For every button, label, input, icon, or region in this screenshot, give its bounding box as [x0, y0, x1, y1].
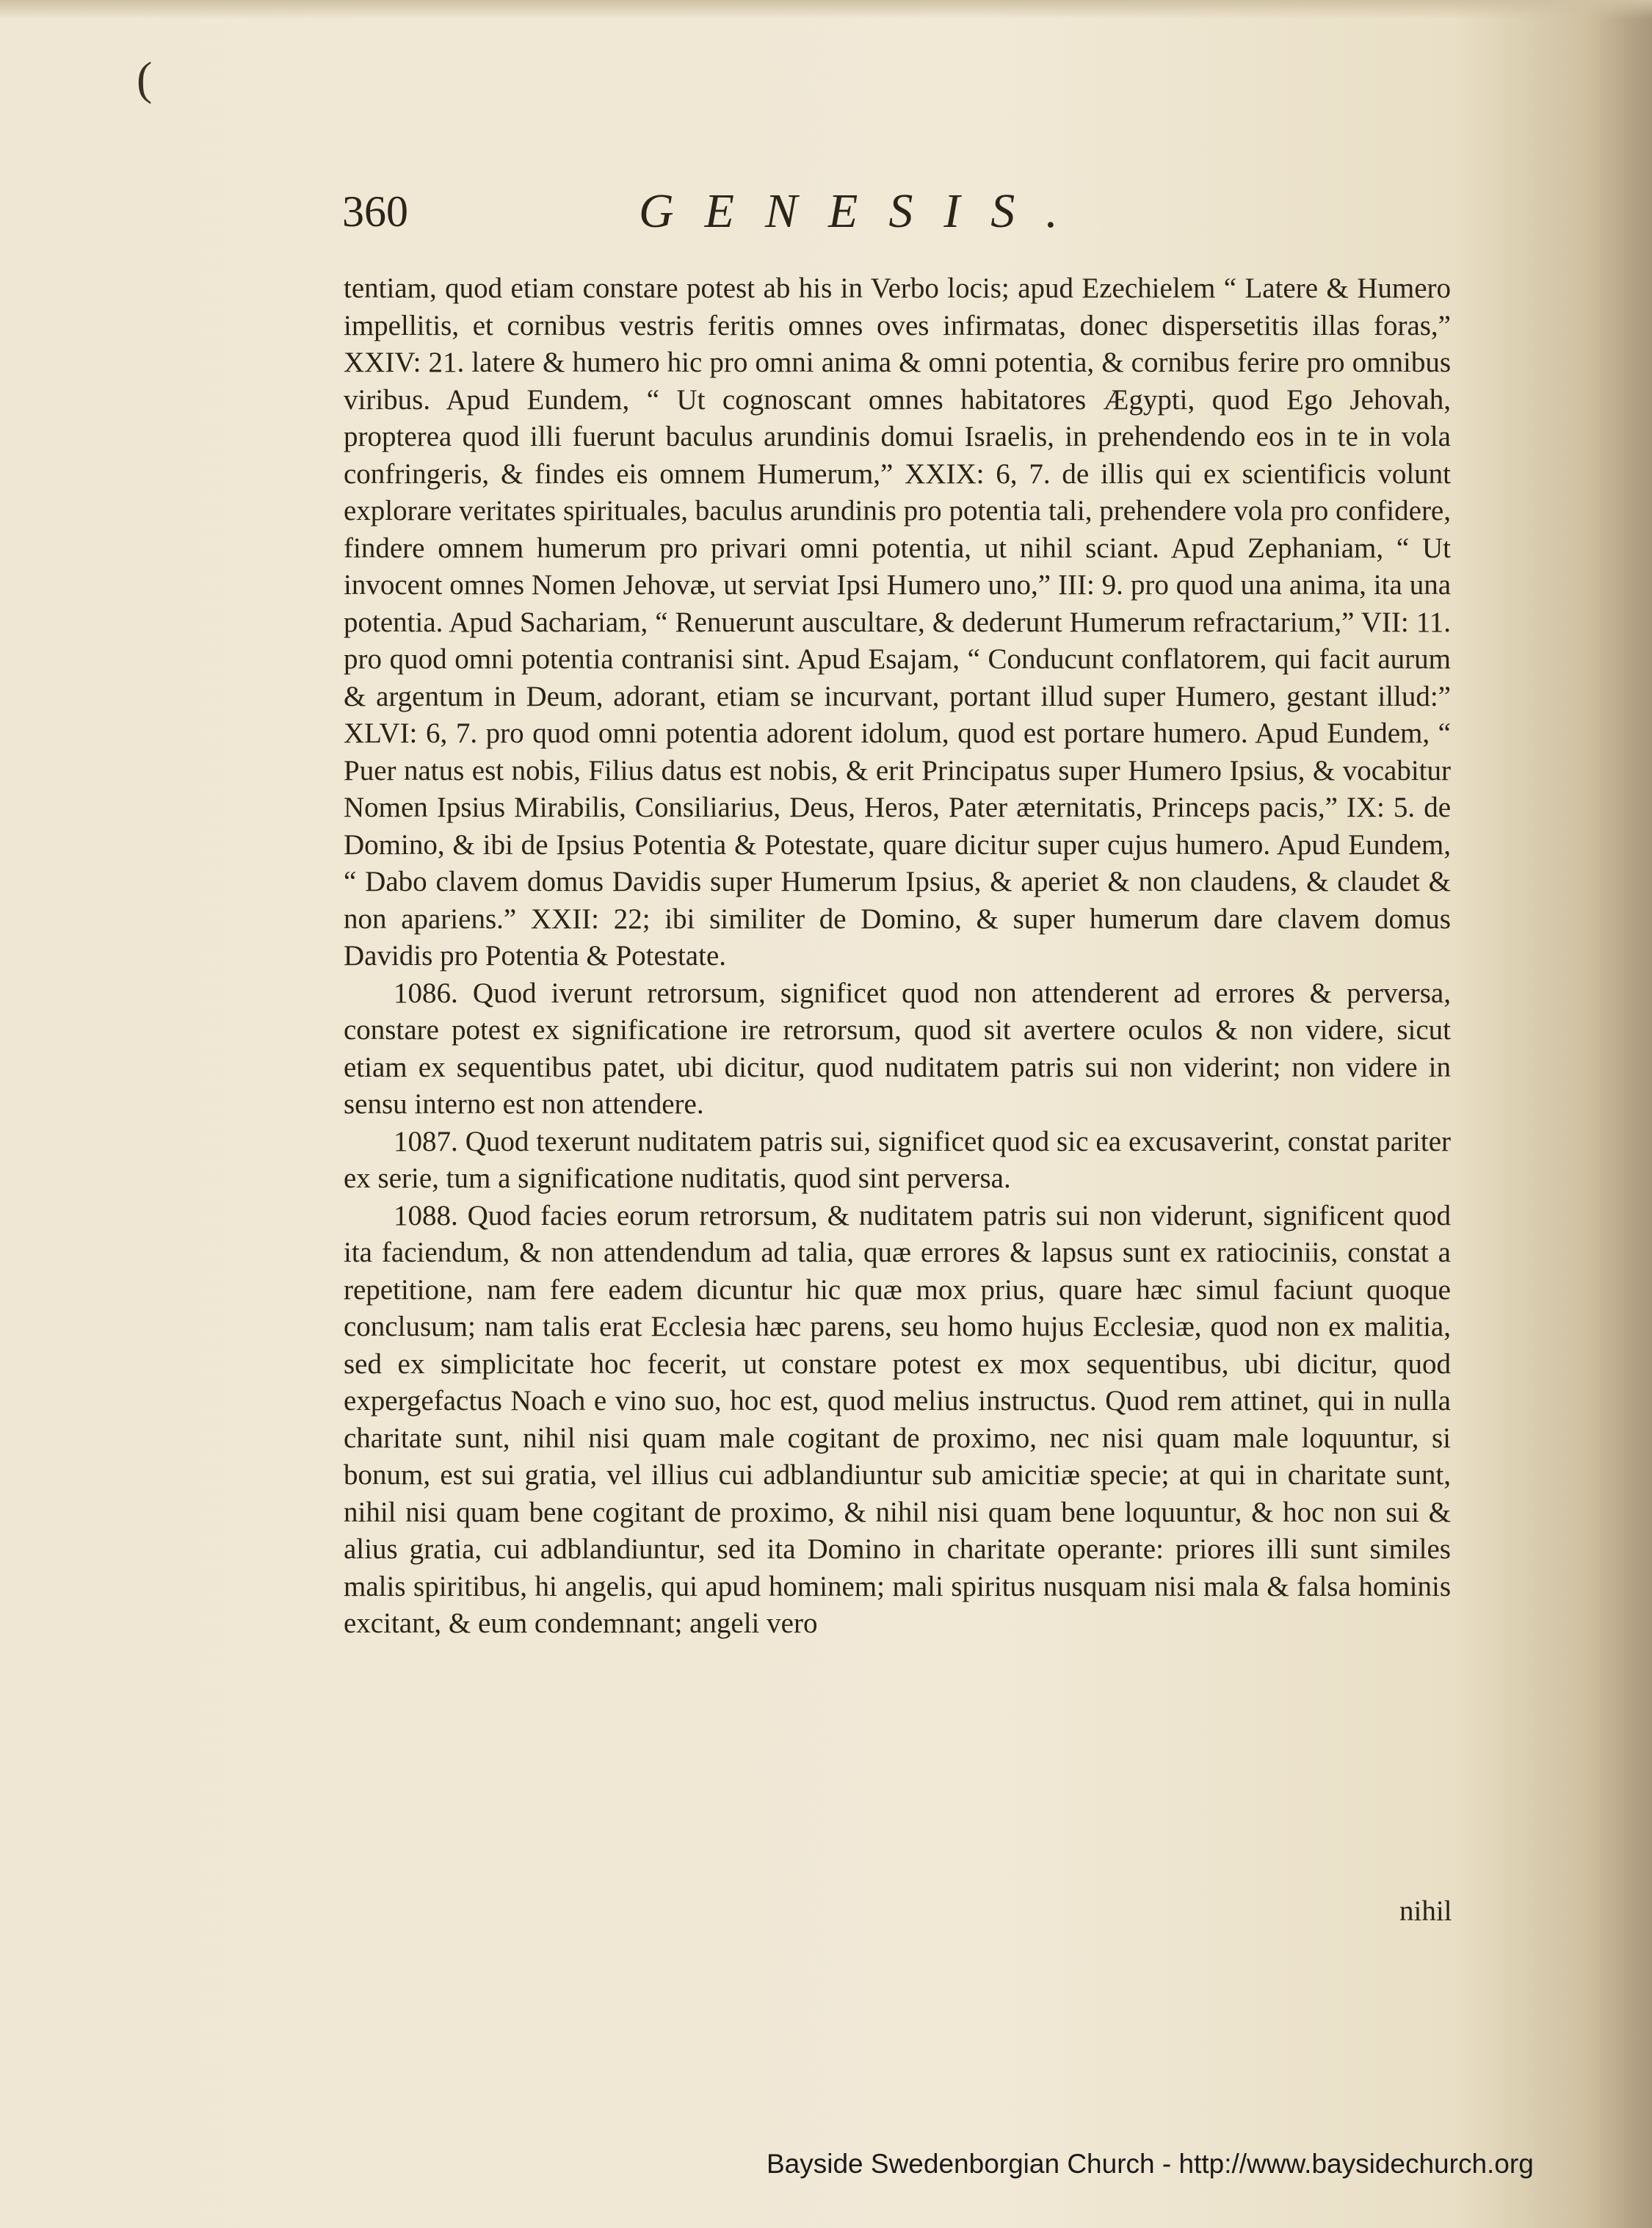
margin-mark: (	[137, 52, 153, 104]
body-text	[344, 270, 1451, 1643]
page-edge-shadow	[0, 0, 1652, 19]
watermark-credit: Bayside Swedenborgian Church - http://www.baysidechurch.org	[767, 2149, 1534, 2179]
page-header	[342, 184, 1179, 242]
paragraph-continuation: tentiam, quod etiam constare potest ab his in Verbo locis; apud Ezechielem “ Latere & Humero impellitis, et cornibus vestris feritis omnes oves infirmatas, donec dispersetitis illas foras,” XXIV: 21. latere & humero hic pro omni anima & omni potentia, & cornibus ferire pro omnibus viribus. Apud Eundem, “ Ut cognoscant omnes habitatores Ægypti, quod Ego Jehovah, propterea quod illi fuerunt baculus arundinis domui Israelis, in prehendendo eos in te in vola confringeris, & findes eis omnem Humerum,” XXIX: 6, 7. de illis qui ex scientificis volunt explorare veritates spirituales, baculus arundinis pro potentia tali, prehendere vola pro confidere, findere omnem humerum pro privari omni potentia, ut nihil sciant. Apud Zephaniam, “ Ut invocent omnes Nomen Jehovæ, ut serviat Ipsi Humero uno,” III: 9. pro quod una anima, ita una potentia. Apud Sachariam, “ Renuerunt auscultare, & dederunt Humerum refractarium,” VII: 11. pro quod omni potentia contranisi sint. Apud Esajam, “ Conducunt conflatorem, qui facit aurum & argentum in Deum, adorant, etiam se incurvant, portant illud super Humero, gestant illud:” XLVI: 6, 7. pro quod omni potentia adorent idolum, quod est portare humero. Apud Eundem, “ Puer natus est nobis, Filius datus est nobis, & erit Principatus super Humero Ipsius, & vocabitur Nomen Ipsius Mirabilis, Consiliarius, Deus, Heros, Pater æternitatis, Princeps pacis,” IX: 5. de Domino, & ibi de Ipsius Potentia & Potestate, quare dicitur super cujus humero. Apud Eundem, “ Dabo clavem domus Davidis super Humerum Ipsius, & aperiet & non claudens, & claudet & non apariens.” XXII: 22; ibi similiter de Domino, & super humerum dare clavem domus Davidis pro Potentia & Potestate.	[344, 272, 1451, 972]
paragraph-1086: 1086. Quod iverunt retrorsum, significet quod non attenderent ad errores & perversa, constare potest ex significatione ire retrorsum, quod sit avertere oculos & non videre, sicut etiam ex sequentibus patet, ubi dicitur, quod nuditatem patris sui non viderint; non videre in sensu interno est non attendere.	[344, 977, 1451, 1120]
running-title: GENESIS.	[639, 184, 1089, 238]
page-number: 360	[342, 187, 408, 236]
paragraph-1088: 1088. Quod facies eorum retrorsum, & nuditatem patris sui non viderunt, significent quod ita faciendum, & non attendendum ad talia, quæ errores & lapsus sunt ex ratiociniis, constat a repetitione, nam fere eadem dicuntur hic quæ mox prius, quare hæc simul faciunt quoque conclusum; nam talis erat Ecclesia hæc parens, seu homo hujus Ecclesiæ, quod non ex malitia, sed ex simplicitate hoc fecerit, ut constare potest ex mox sequentibus, ubi dicitur, quod expergefactus Noach e vino suo, hoc est, quod melius instructus. Quod rem attinet, qui in nulla charitate sunt, nihil nisi quam male cogitant de proximo, nec nisi quam male loquuntur, si bonum, est sui gratia, vel illius cui adblandiuntur sub amicitiæ specie; at qui in charitate sunt, nihil nisi quam bene cogitant de proximo, & nihil nisi quam bene loquuntur, & hoc non sui & alius gratia, cui adblandiuntur, sed ita Domino in charitate operante: priores illi sunt similes malis spiritibus, hi angelis, qui apud hominem; mali spiritus nusquam nisi mala & falsa hominis excitant, & eum condemnant; angeli vero	[344, 1199, 1451, 1639]
paragraph-1087: 1087. Quod texerunt nuditatem patris sui, significet quod sic ea excusaverint, constat pariter ex serie, tum a significatione nuditatis, quod sint perversa.	[344, 1125, 1451, 1194]
catchword: nihil	[1399, 1895, 1452, 1927]
